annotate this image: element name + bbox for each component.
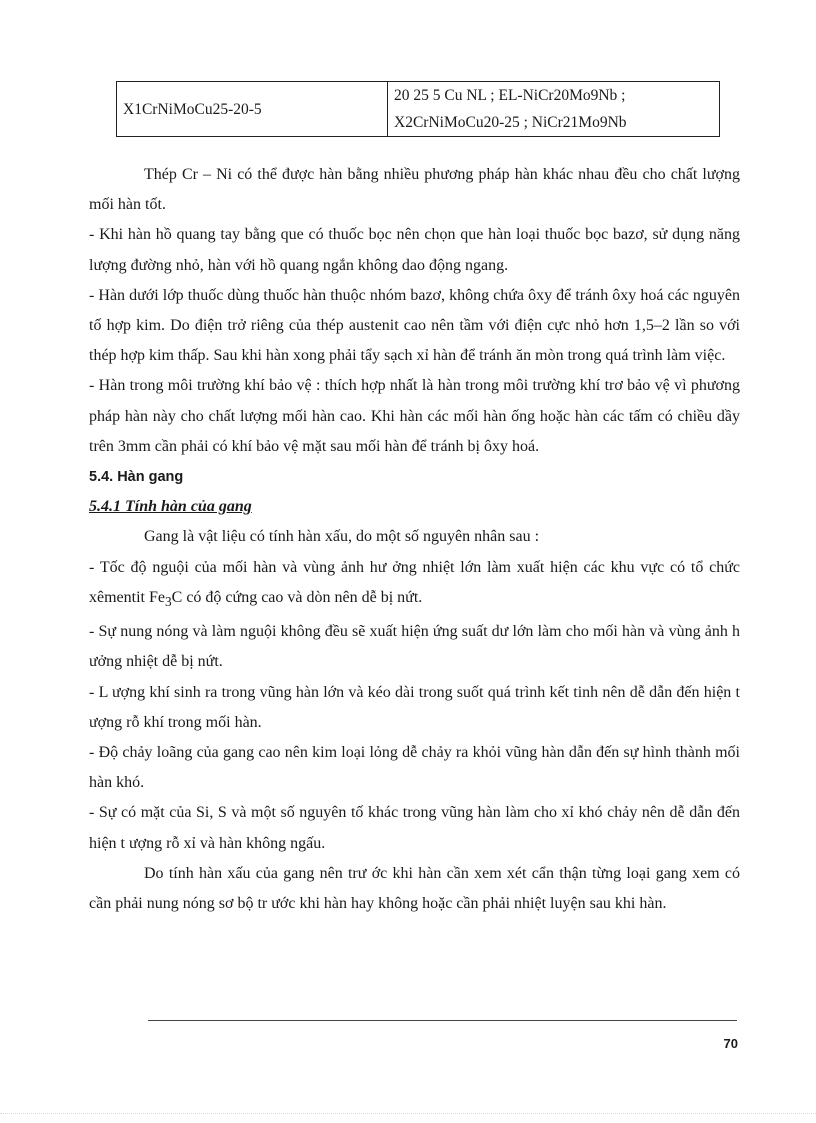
- paragraph-closing: Do tính hàn xấu của gang nên trư ớc khi hàn cần xem xét cẩn thận từng loại gang xem có cần phải nung nóng sơ bộ tr ước khi hàn hay không hoặc cần phải nhiệt luyện sau khi hàn.: [89, 864, 740, 913]
- paragraph-gang-intro: Gang là vật liệu có tính hàn xấu, do một số nguyên nhân sau :: [144, 528, 540, 546]
- body-text: [89, 160, 740, 919]
- bullet-gas-porosity: - L ượng khí sinh ra trong vũng hàn lớn và kéo dài trong suốt quá trình kết tinh nên dễ dẫn đến hiện t ượng rỗ khí trong mối hàn.: [89, 683, 740, 731]
- bullet-cooling-rate: [89, 553, 740, 618]
- bullet-fluidity: - Độ chảy loãng của gang cao nên kim loại lỏng dễ chảy ra khỏi vũng hàn dẫn đến sự hình thành mối hàn khó.: [89, 744, 740, 792]
- subsection-heading: 5.4.1 Tính hàn của gang: [89, 498, 252, 516]
- paragraph-manual-arc: - Khi hàn hồ quang tay bằng que có thuốc bọc nên chọn que hàn loại thuốc bọc bazơ, sử dụng năng lượng đường nhỏ, hàn với hồ quang ngắn không dao động ngang.: [89, 226, 740, 274]
- table-row: [117, 82, 720, 137]
- footer-divider: [148, 1020, 737, 1021]
- table-cell-line: X2CrNiMoCu20-25 ; NiCr21Mo9Nb: [394, 114, 627, 131]
- page-edge-divider: [0, 1113, 816, 1114]
- material-table: [116, 81, 720, 137]
- paragraph-intro: Thép Cr – Ni có thể được hàn bằng nhiều phương pháp hàn khác nhau đều cho chất lượng mối hàn tốt.: [89, 166, 740, 214]
- bullet-slag-inclusion: - Sự có mặt của Si, S và một số nguyên tố khác trong vũng hàn làm cho xỉ khó chảy nên dễ dẫn đến hiện t ượng rỗ xỉ và hàn không ngấu.: [89, 804, 740, 852]
- subscript: 3: [164, 594, 172, 610]
- bullet-text: - Tốc độ nguội của mối hàn và vùng ảnh hư ởng nhiệt lớn làm xuất hiện các khu vực có tổ chức xêmentit Fe: [89, 558, 740, 606]
- table-cell-filler-materials: [388, 82, 720, 137]
- table-cell-line: 20 25 5 Cu NL ; EL-NiCr20Mo9Nb ;: [394, 87, 626, 104]
- paragraph-gas-shielded: - Hàn trong môi trường khí bảo vệ : thích hợp nhất là hàn trong môi trường khí trơ bảo vệ vì phương pháp hàn này cho chất lượng mối hàn cao. Khi hàn các mối hàn ống hoặc hàn các tấm có chiều dầy trên 3mm cần phải có khí bảo vệ mặt sau mối hàn để tránh bị ôxy hoá.: [89, 377, 740, 455]
- bullet-residual-stress: - Sự nung nóng và làm nguội không đều sẽ xuất hiện ứng suất dư lớn làm cho mối hàn và vùng ảnh h ưởng nhiệt dễ bị nứt.: [89, 623, 740, 671]
- section-heading: 5.4. Hàn gang: [89, 469, 184, 486]
- page-number: 70: [723, 1036, 738, 1051]
- paragraph-submerged-arc: - Hàn dưới lớp thuốc dùng thuốc hàn thuộc nhóm bazơ, không chứa ôxy để tránh ôxy hoá các nguyên tố hợp kim. Do điện trở riêng của thép austenit cao nên tầm với điện cực nhỏ hơn 1,5–2 lần so với thép hợp kim thấp. Sau khi hàn xong phải tẩy sạch xỉ hàn để tránh ăn mòn trong quá trình làm việc.: [89, 286, 740, 365]
- table-cell-steel-grade: X1CrNiMoCu25-20-5: [117, 82, 388, 137]
- bullet-text: C có độ cứng cao và dòn nên dễ bị nứt.: [171, 588, 423, 606]
